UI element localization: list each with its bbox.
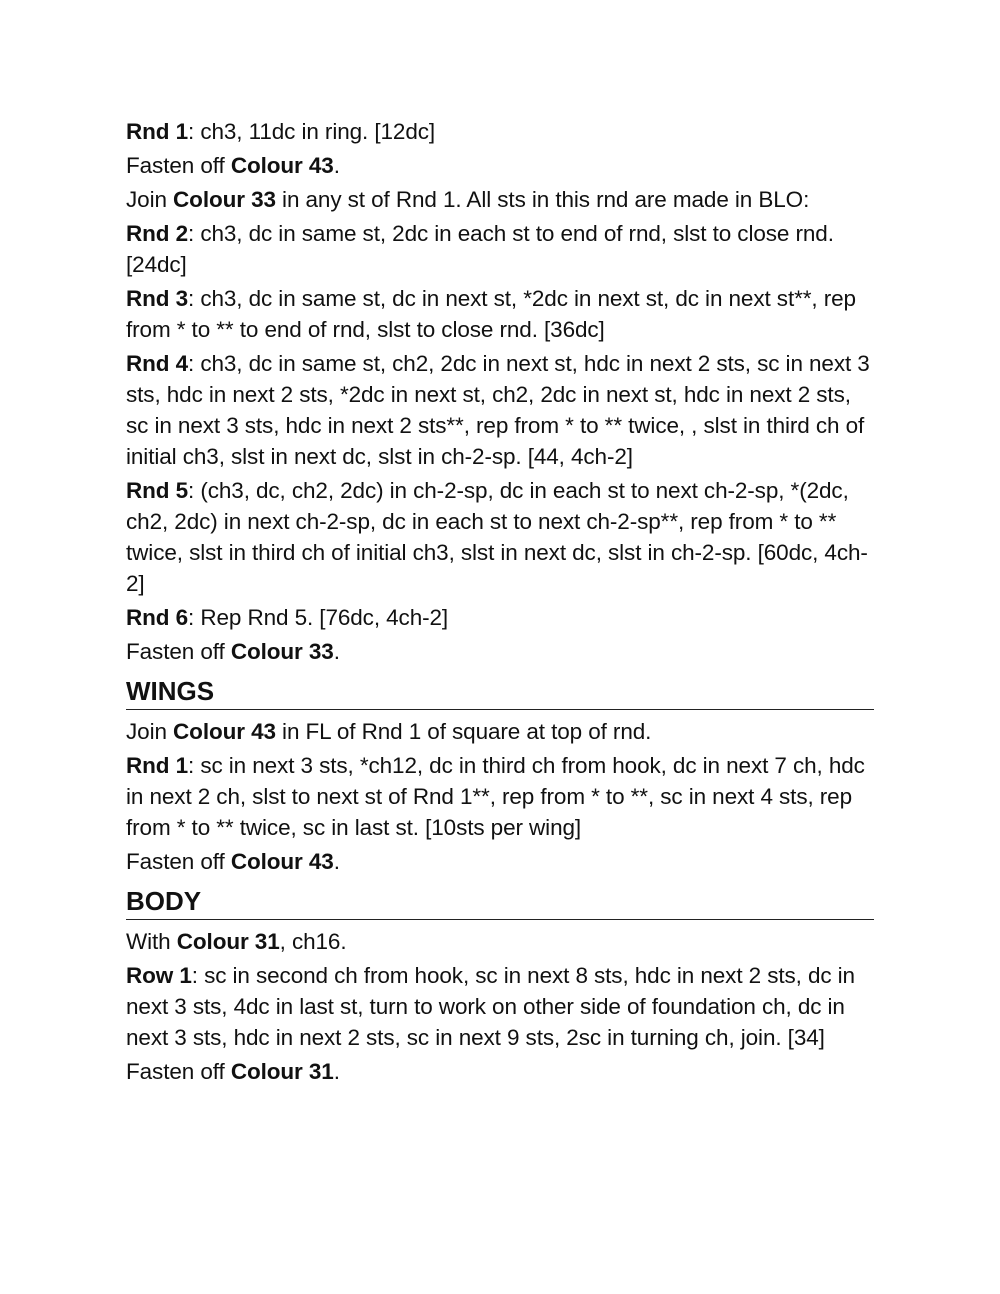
instruction-text: . xyxy=(333,849,340,874)
instruction-text: : (ch3, dc, ch2, 2dc) in ch-2-sp, dc in each st to next ch-2-sp, *(2dc, ch2, 2dc) in next ch-2-sp, dc in each st to next ch-2-sp**, rep from * to ** twice, slst in third ch of initial ch3, slst in next dc, slst in ch-2-sp. [60dc, 4ch-2] xyxy=(126,478,868,596)
instruction-paragraph xyxy=(126,926,874,957)
instruction-text: , ch16. xyxy=(279,929,347,954)
bold-term: Rnd 3 xyxy=(126,286,189,311)
instruction-text: : sc in next 3 sts, *ch12, dc in third ch from hook, dc in next 7 ch, hdc in next 2 ch, slst to next st of Rnd 1**, rep from * to **, sc in next 4 sts, rep from * to ** twice, sc in last st. [10sts per wing] xyxy=(126,753,865,840)
bold-term: Rnd 6 xyxy=(126,605,189,630)
bold-term: Colour 31 xyxy=(176,929,280,954)
instruction-text: : ch3, dc in same st, 2dc in each st to end of rnd, slst to close rnd. [24dc] xyxy=(126,221,834,277)
instruction-text: in FL of Rnd 1 of square at top of rnd. xyxy=(275,719,652,744)
instruction-text: With xyxy=(126,929,177,954)
instruction-text: Fasten off xyxy=(126,849,231,874)
instruction-paragraph xyxy=(126,750,874,843)
instruction-paragraph xyxy=(126,218,874,280)
bold-term: Row 1 xyxy=(126,963,192,988)
instruction-paragraph xyxy=(126,636,874,667)
instruction-paragraph xyxy=(126,475,874,599)
instruction-paragraph xyxy=(126,602,874,633)
bold-term: Colour 43 xyxy=(173,719,276,744)
instruction-paragraph xyxy=(126,1056,874,1087)
bold-term: Colour 43 xyxy=(230,849,334,874)
bold-term: Rnd 5 xyxy=(126,478,189,503)
instruction-paragraph xyxy=(126,716,874,747)
section-heading-wings: WINGS xyxy=(126,676,874,710)
instruction-text: : sc in second ch from hook, sc in next 8 sts, hdc in next 2 sts, dc in next 3 sts, 4dc in last st, turn to work on other side of foundation ch, dc in next 3 sts, hdc in next 2 sts, sc in next 9 sts, 2sc in turning ch, join. [34] xyxy=(126,963,855,1050)
bold-term: Colour 33 xyxy=(230,639,334,664)
document-page xyxy=(126,116,874,1090)
bold-term: Rnd 4 xyxy=(126,351,189,376)
bold-term: Colour 33 xyxy=(173,187,276,212)
instruction-text: . xyxy=(333,153,340,178)
instruction-paragraph xyxy=(126,846,874,877)
instruction-paragraph xyxy=(126,116,874,147)
instruction-paragraph xyxy=(126,283,874,345)
instruction-text: . xyxy=(333,1059,340,1084)
instruction-text: Fasten off xyxy=(126,639,231,664)
instruction-text: : ch3, dc in same st, dc in next st, *2dc in next st, dc in next st**, rep from * to ** to end of rnd, slst to close rnd. [36dc] xyxy=(126,286,856,342)
instruction-text: . xyxy=(333,639,340,664)
instruction-text: in any st of Rnd 1. All sts in this rnd are made in BLO: xyxy=(275,187,810,212)
section-heading-body: BODY xyxy=(126,886,874,920)
bold-term: Rnd 1 xyxy=(126,753,189,778)
bold-term: Colour 43 xyxy=(230,153,334,178)
bold-term: Rnd 1 xyxy=(126,119,189,144)
instruction-text: : ch3, dc in same st, ch2, 2dc in next st, hdc in next 2 sts, sc in next 3 sts, hdc in next 2 sts, *2dc in next st, ch2, 2dc in next st, hdc in next 2 sts, sc in next 3 sts, hdc in next 2 sts**, rep from * to ** twice, , slst in third ch of initial ch3, slst in next dc, slst in ch-2-sp. [44, 4ch-2] xyxy=(126,351,870,469)
bold-term: Rnd 2 xyxy=(126,221,189,246)
bold-term: Colour 31 xyxy=(230,1059,334,1084)
instruction-text: : Rep Rnd 5. [76dc, 4ch-2] xyxy=(188,605,449,630)
instruction-text: Fasten off xyxy=(126,153,231,178)
instruction-paragraph xyxy=(126,150,874,181)
instruction-paragraph xyxy=(126,348,874,472)
instruction-paragraph xyxy=(126,184,874,215)
instruction-paragraph xyxy=(126,960,874,1053)
instruction-text: Join xyxy=(126,187,174,212)
instruction-text: Fasten off xyxy=(126,1059,231,1084)
instruction-text: : ch3, 11dc in ring. [12dc] xyxy=(188,119,436,144)
instruction-text: Join xyxy=(126,719,174,744)
